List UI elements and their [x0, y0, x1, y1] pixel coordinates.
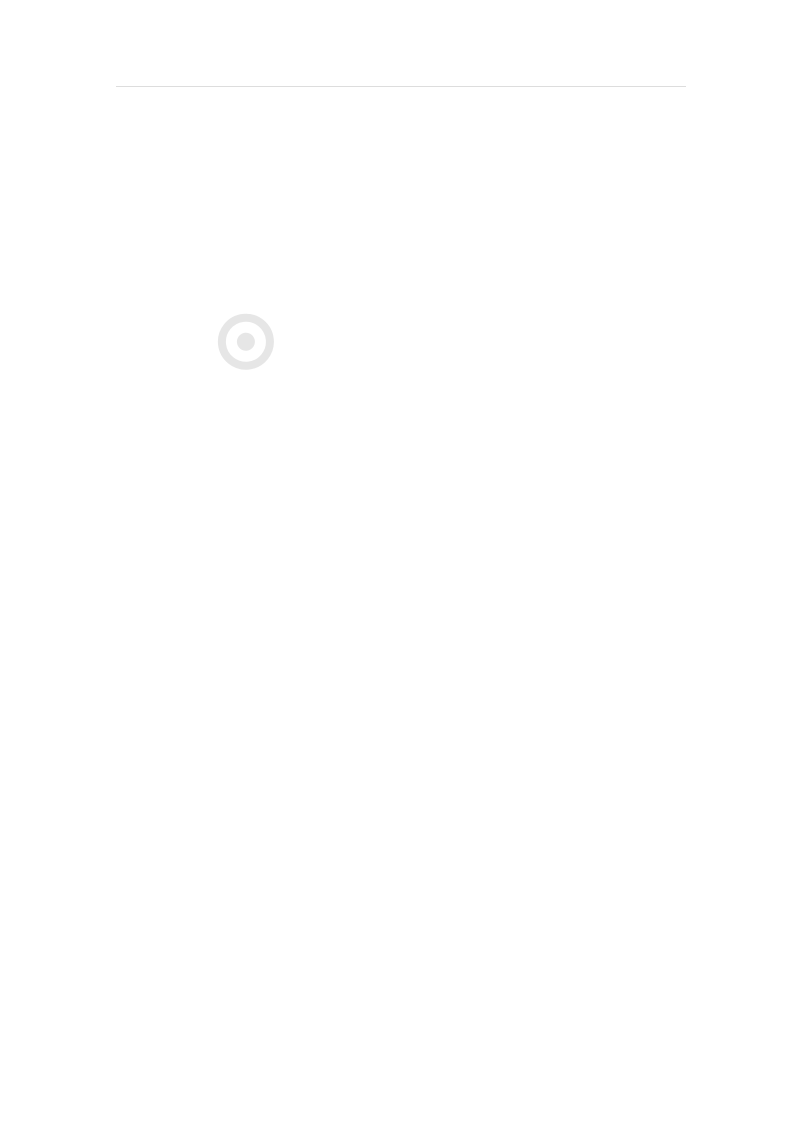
- divider: [116, 86, 686, 87]
- logo-icon: [213, 286, 498, 375]
- document-page: [116, 62, 686, 87]
- watermark: [213, 286, 507, 464]
